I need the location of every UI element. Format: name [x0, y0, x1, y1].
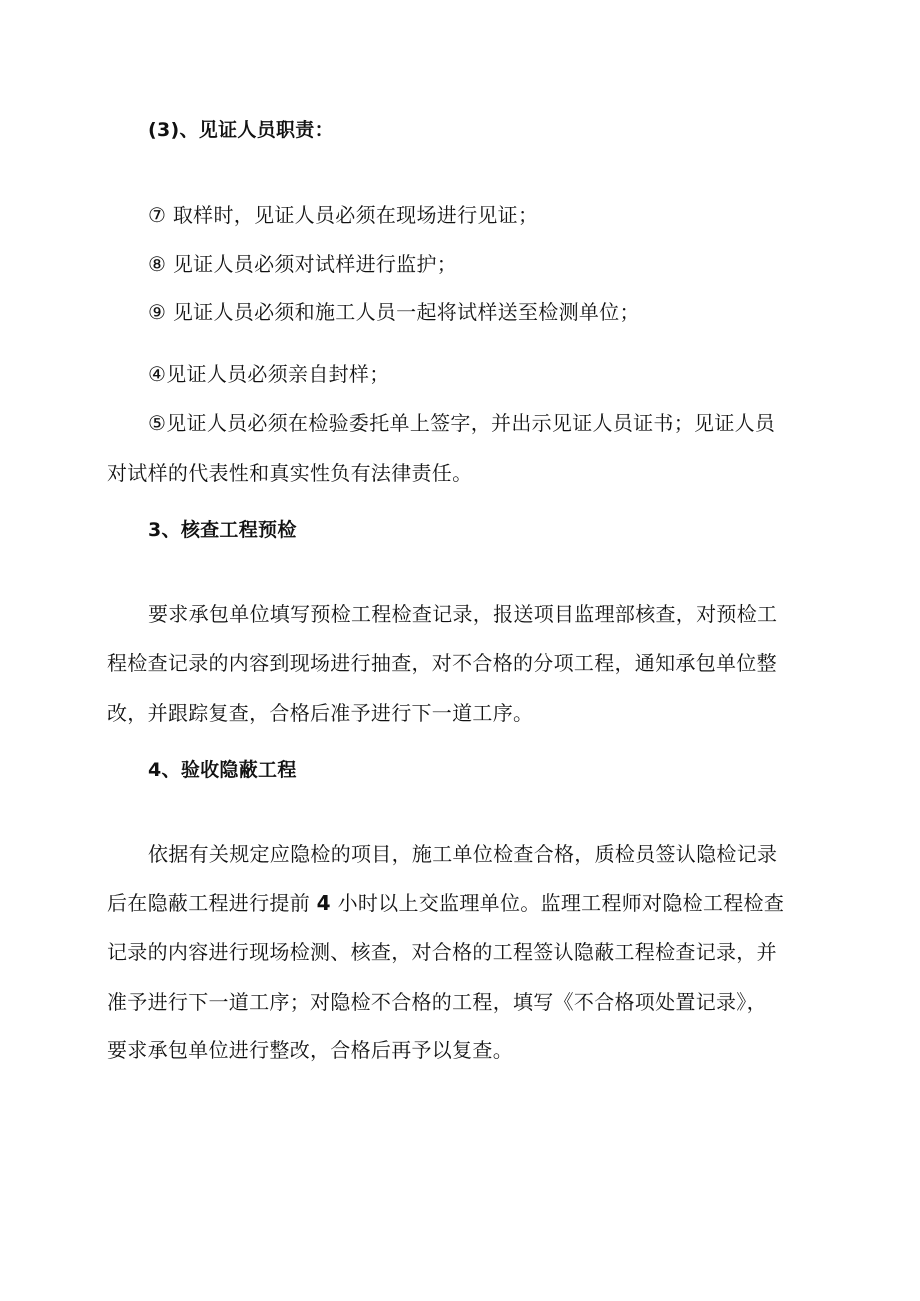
- paragraph-line: 记录的内容进行现场检测、核查，对合格的工程签认隐蔽工程检查记录，并: [107, 940, 777, 964]
- list-item: ④见证人员必须亲自封样；: [148, 362, 390, 386]
- section-heading-concealed-works: 4、验收隐蔽工程: [148, 759, 297, 781]
- list-item-continuation: 对试样的代表性和真实性负有法律责任。: [107, 461, 473, 485]
- hours-number: 4: [316, 891, 331, 915]
- paragraph-line: 要求承包单位填写预检工程检查记录，报送项目监理部核查，对预检工: [148, 602, 778, 626]
- paragraph-line: 程检查记录的内容到现场进行抽查，对不合格的分项工程，通知承包单位整: [107, 651, 777, 675]
- paragraph-line: 改，并跟踪复查，合格后准予进行下一道工序。: [107, 701, 534, 725]
- list-item: ⑧ 见证人员必须对试样进行监护；: [148, 252, 458, 276]
- section-heading-witness-duties: (3)、见证人员职责：: [148, 119, 334, 141]
- list-item: ⑦ 取样时，见证人员必须在现场进行见证；: [148, 203, 539, 227]
- paragraph-text: 后在隐蔽工程进行提前: [107, 891, 310, 915]
- paragraph-line: 准予进行下一道工序；对隐检不合格的工程，填写《不合格项处置记录》，: [107, 990, 767, 1014]
- section-heading-precheck: 3、核查工程预检: [148, 519, 297, 541]
- paragraph-line: 依据有关规定应隐检的项目，施工单位检查合格，质检员签认隐检记录: [148, 842, 778, 866]
- paragraph-line: [107, 889, 827, 917]
- paragraph-line: 要求承包单位进行整改，合格后再予以复查。: [107, 1038, 513, 1062]
- list-item: ⑨ 见证人员必须和施工人员一起将试样送至检测单位；: [148, 300, 640, 324]
- paragraph-text: 小时以上交监理单位。监理工程师对隐检工程检查: [337, 891, 785, 915]
- list-item: ⑤见证人员必须在检验委托单上签字，并出示见证人员证书；见证人员: [148, 411, 776, 435]
